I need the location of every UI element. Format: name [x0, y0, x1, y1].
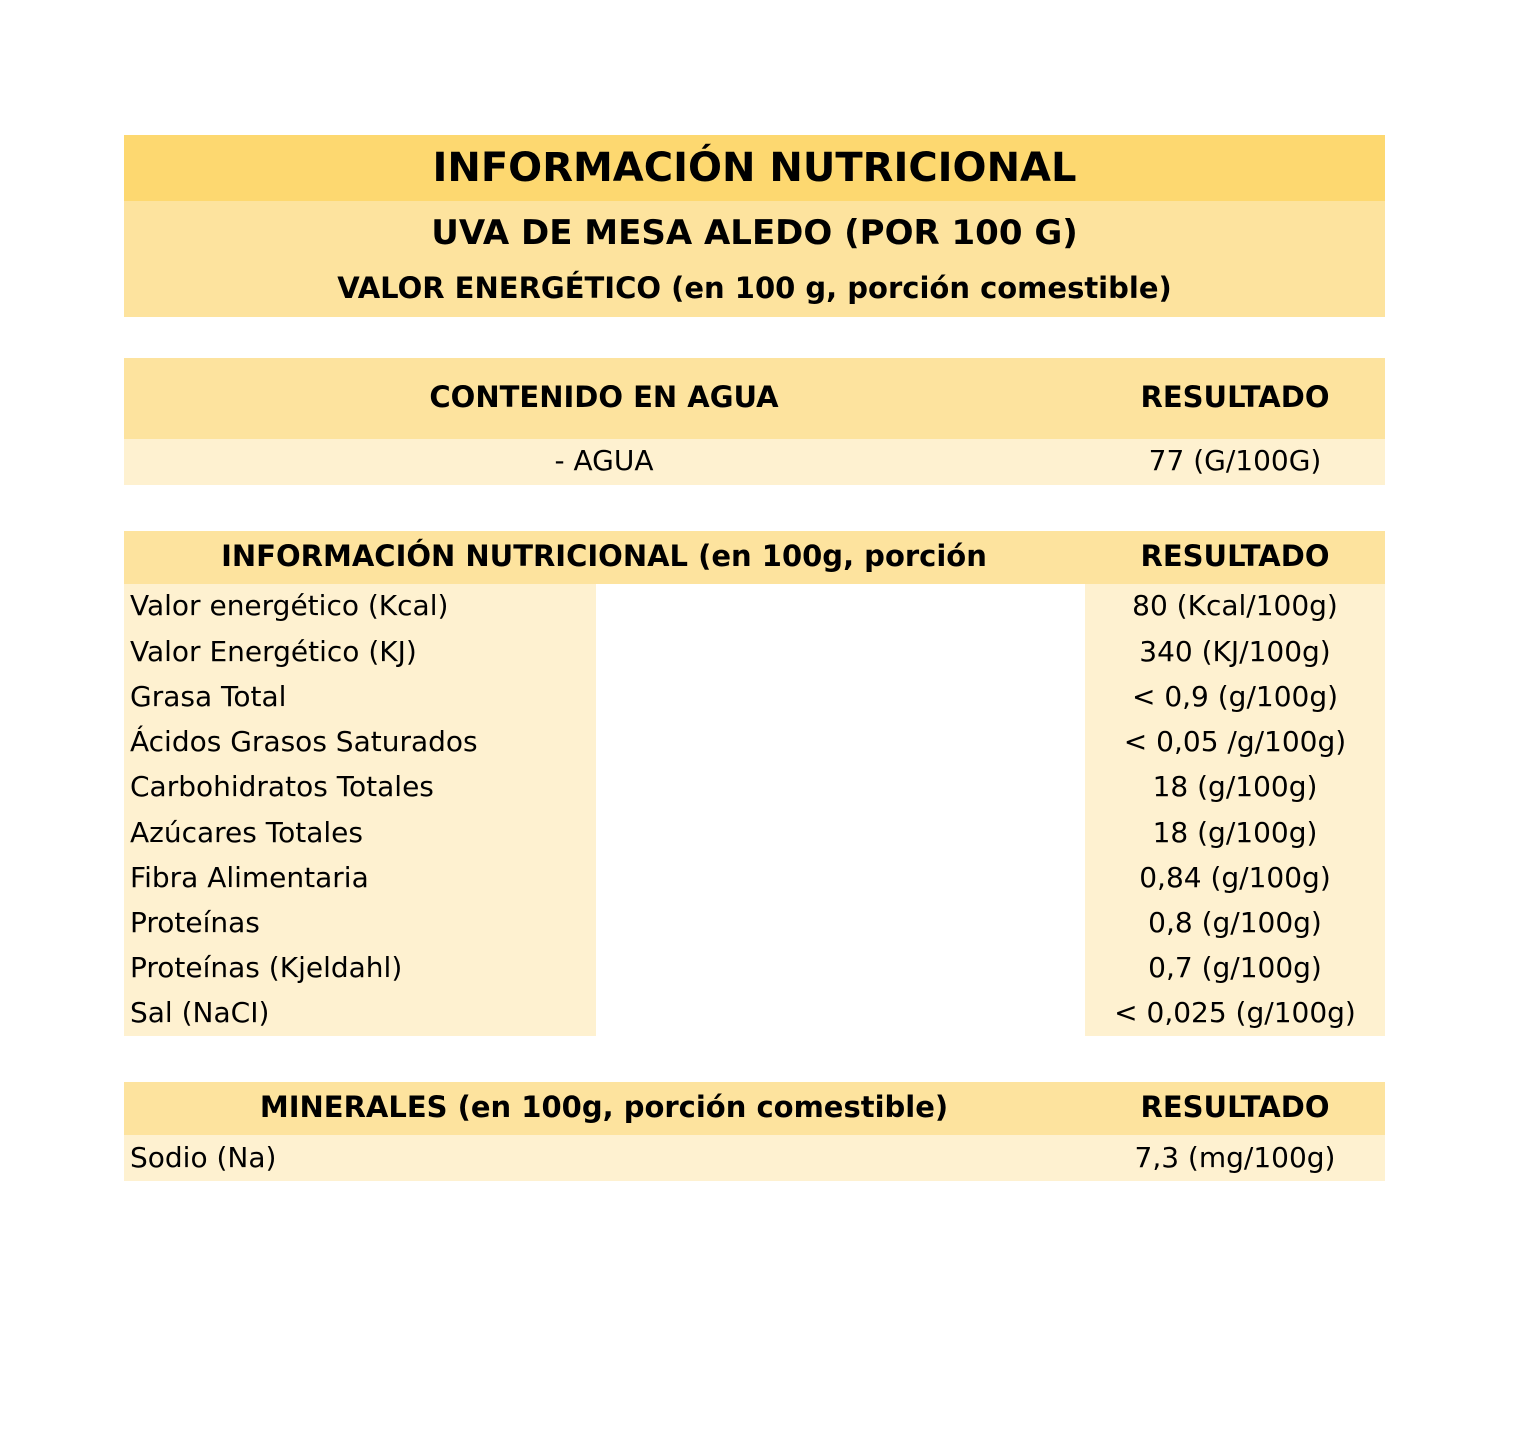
table-row-label: Fibra Alimentaria [130, 861, 369, 894]
table-row-value: < 0,05 /g/100g) [1123, 725, 1347, 758]
nutrition-header [124, 531, 1385, 584]
table-row-value: 18 (g/100g) [1152, 770, 1318, 803]
minerals-row [124, 1135, 1385, 1181]
table-row-value: 0,84 (g/100g) [1139, 861, 1331, 894]
table-row-label: Proteínas (Kjeldahl) [130, 951, 403, 984]
water-col1-header: CONTENIDO EN AGUA [429, 380, 779, 414]
table-row-value: < 0,9 (g/100g) [1131, 680, 1339, 713]
table-row-label: Azúcares Totales [130, 816, 363, 849]
energy-line: VALOR ENERGÉTICO (en 100 g, porción comestible) [337, 271, 1172, 305]
nutrition-col1-header: INFORMACIÓN NUTRICIONAL (en 100g, porción [221, 539, 987, 573]
minerals-row-label: Sodio (Na) [130, 1141, 277, 1174]
water-row [124, 439, 1385, 485]
minerals-row-value: 7,3 (mg/100g) [1134, 1141, 1336, 1174]
table-row-label: Ácidos Grasos Saturados [130, 725, 478, 758]
table-row-label: Sal (NaCI) [130, 996, 270, 1029]
table-row-value: < 0,025 (g/100g) [1114, 996, 1356, 1029]
table-row-label: Valor Energético (KJ) [130, 635, 417, 668]
water-row-label: - AGUA [554, 444, 654, 477]
table-row-value: 340 (KJ/100g) [1139, 635, 1331, 668]
table-row-value: 80 (Kcal/100g) [1132, 589, 1338, 622]
subtitle-band [124, 201, 1385, 317]
table-row-value: 0,7 (g/100g) [1148, 951, 1322, 984]
title-band [124, 135, 1385, 201]
product-subtitle: UVA DE MESA ALEDO (POR 100 G) [431, 213, 1078, 253]
table-row-label: Carbohidratos Totales [130, 770, 434, 803]
nutrition-col2-header: RESULTADO [1140, 539, 1330, 573]
nutrition-body [124, 584, 1385, 1036]
water-col2-header: RESULTADO [1140, 380, 1330, 414]
table-row-value: 18 (g/100g) [1152, 816, 1318, 849]
table-row-label: Valor energético (Kcal) [130, 589, 449, 622]
table-row-value: 0,8 (g/100g) [1148, 906, 1322, 939]
table-row-label: Grasa Total [130, 680, 287, 713]
minerals-col2-header: RESULTADO [1140, 1090, 1330, 1124]
minerals-header [124, 1082, 1385, 1135]
water-header [124, 358, 1385, 439]
page-title: INFORMACIÓN NUTRICIONAL [432, 145, 1077, 191]
minerals-col1-header: MINERALES (en 100g, porción comestible) [259, 1090, 949, 1124]
table-row-label: Proteínas [130, 906, 260, 939]
water-row-value: 77 (G/100G) [1148, 444, 1322, 477]
nutrition-gap [596, 584, 1085, 1036]
